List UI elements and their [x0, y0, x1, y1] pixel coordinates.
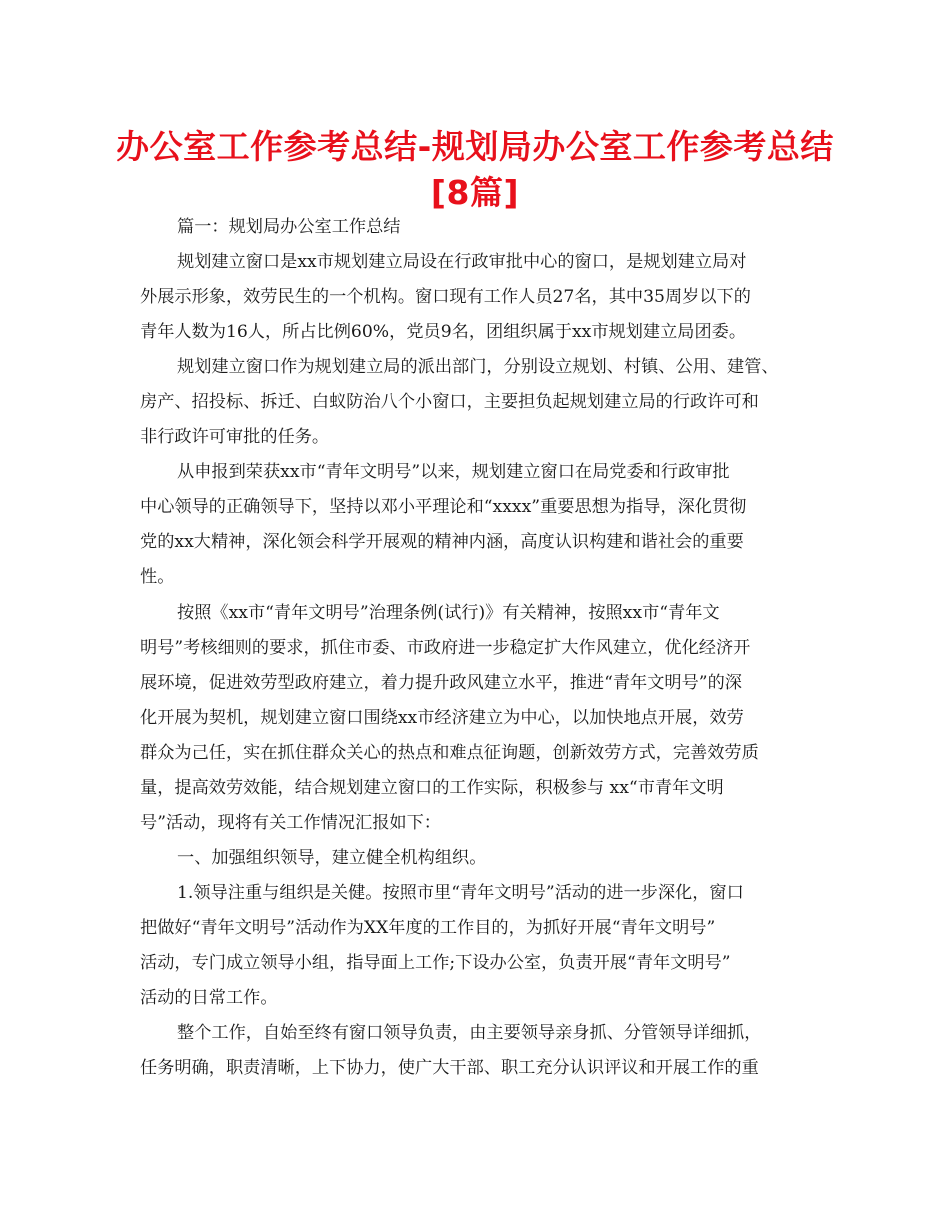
paragraph-line: 1.领导注重与组织是关健。按照市里“青年文明号”活动的进一步深化，窗口	[177, 883, 744, 903]
document-title-line-2: [8篇]	[430, 173, 520, 212]
paragraph-line: 外展示形象，效劳民生的一个机构。窗口现有工作人员27名，其中35周岁以下的	[140, 287, 751, 307]
paragraph-line: 号”活动，现将有关工作情况汇报如下：	[140, 813, 441, 833]
paragraph-line: 群众为己任，实在抓住群众关心的热点和难点征询题，创新效劳方式，完善效劳质	[140, 743, 759, 763]
section-heading: 篇一：规划局办公室工作总结	[177, 217, 401, 237]
paragraph-line: 规划建立窗口是xx市规划建立局设在行政审批中心的窗口，是规划建立局对	[177, 252, 747, 272]
paragraph-line: 活动的日常工作。	[140, 988, 278, 1008]
paragraph-line: 明号”考核细则的要求，抓住市委、市政府进一步稳定扩大作风建立，优化经济开	[140, 638, 751, 658]
paragraph-line: 量，提高效劳效能，结合规划建立窗口的工作实际，积极参与 xx“市青年文明	[140, 778, 724, 798]
paragraph-line: 房产、招投标、拆迁、白蚁防治八个小窗口，主要担负起规划建立局的行政许可和	[140, 392, 759, 412]
document-title-line-1: 办公室工作参考总结-规划局办公室工作参考总结	[116, 127, 834, 166]
paragraph-line: 按照《xx市“青年文明号”治理条例(试行)》有关精神，按照xx市“青年文	[177, 603, 720, 623]
paragraph-line: 整个工作，自始至终有窗口领导负责，由主要领导亲身抓、分管领导详细抓，	[177, 1023, 762, 1043]
paragraph-line: 把做好“青年文明号”活动作为XX年度的工作目的，为抓好开展“青年文明号”	[140, 918, 716, 938]
paragraph-line: 性。	[140, 567, 175, 587]
paragraph-line: 中心领导的正确领导下，坚持以邓小平理论和“xxxx”重要思想为指导，深化贯彻	[140, 497, 747, 517]
paragraph-line: 规划建立窗口作为规划建立局的派出部门，分别设立规划、村镇、公用、建管、	[177, 357, 779, 377]
paragraph-line: 青年人数为16人，所占比例60%，党员9名，团组织属于xx市规划建立局团委。	[140, 322, 747, 342]
paragraph-line: 党的xx大精神，深化领会科学开展观的精神内涵，高度认识构建和谐社会的重要	[140, 532, 744, 552]
paragraph-line: 非行政许可审批的任务。	[140, 427, 330, 447]
paragraph-line: 活动，专门成立领导小组，指导面上工作;下设办公室，负责开展“青年文明号”	[140, 953, 731, 973]
section-heading: 一、加强组织领导，建立健全机构组织。	[177, 848, 487, 868]
paragraph-line: 化开展为契机，规划建立窗口围绕xx市经济建立为中心，以加快地点开展，效劳	[140, 708, 744, 728]
paragraph-line: 展环境，促进效劳型政府建立，着力提升政风建立水平，推进“青年文明号”的深	[140, 673, 742, 693]
paragraph-line: 从申报到荣获xx市“青年文明号”以来，规划建立窗口在局党委和行政审批	[177, 462, 730, 482]
paragraph-line: 任务明确，职责清晰，上下协力，使广大干部、职工充分认识评议和开展工作的重	[140, 1058, 759, 1078]
